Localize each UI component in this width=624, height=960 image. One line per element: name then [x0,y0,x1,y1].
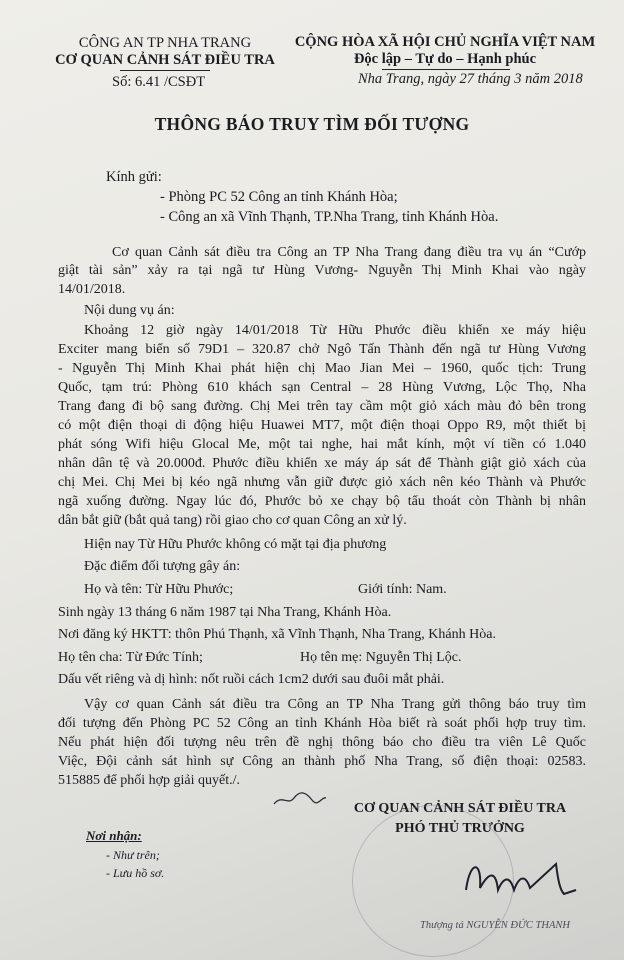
case-line: Exciter mang biển số 79D1 – 320.87 chở Ngô Tấn Thành đến ngã tư Hùng Vương [58,342,586,357]
footer-recipient-item: - Như trên; [106,848,160,862]
agency-name: CÔNG AN TP NHA TRANG [78,35,252,51]
motto-divider [382,69,510,70]
intro-line: Cơ quan Cảnh sát điều tra Công an TP Nha Trang đang điều tra vụ án “Cướp [112,245,586,260]
case-line: - Nguyễn Thị Minh Khai phát hiện chị Mao Jian Mei – 1960, quốc tịch: Trung [58,361,586,376]
suspect-birth: Sinh ngày 13 tháng 6 năm 1987 tại Nha Trang, Khánh Hòa. [58,605,392,620]
case-label: Nội dung vụ án: [84,303,175,318]
agency-divider [120,70,210,71]
case-line: ngã xuống đường. Ngay lúc đó, Phước bỏ xe chạy bộ tẩu thoát còn Thành bị nhân [58,494,586,509]
case-line: phát sóng Wifi hiệu Glocal Me, một tai nghe, hai mắt kính, một ví tiền có 1.040 [58,437,586,452]
case-line: nhân dân tệ và 20.000đ. Phước điều khiển xe máy áp sát để Thành giật giỏ xách của [58,456,586,471]
closing-line: Nếu phát hiện đối tượng nêu trên đề nghị thông báo cho điều tra viên Lê Quốc [58,735,586,750]
suspect-status: Hiện nay Từ Hữu Phước không có mặt tại địa phương [84,537,387,552]
suspect-gender: Giới tính: Nam. [358,582,447,597]
suspect-marks: Dấu vết riêng và dị hình: nốt ruồi cách 1cm2 dưới sau đuôi mắt phải. [58,672,445,687]
suspect-mother: Họ tên mẹ: Nguyễn Thị Lộc. [300,650,462,665]
closing-line: 515885 để phối hợp giải quyết./. [58,773,240,788]
suspect-residence: Nơi đăng ký HKTT: thôn Phú Thạnh, xã Vĩnh Thạnh, Nha Trang, Khánh Hòa. [58,627,496,642]
case-line: Quốc, tạm trú: Phòng 610 khách sạn Central – 28 Hùng Vương, Lộc Thọ, Nha [58,380,586,395]
case-line: dân bắt giữ (bắt quả tang) rồi giao cho cơ quan Công an xử lý. [58,513,407,528]
suspect-father: Họ tên cha: Từ Đức Tính; [58,650,203,665]
national-title: CỘNG HÒA XÃ HỘI CHỦ NGHĨA VIỆT NAM [294,34,596,50]
suspect-label: Đặc điểm đối tượng gây án: [84,559,241,574]
case-line: Trang đang đi bộ sang đường. Chị Mei trên tay cầm một giỏ xách màu đỏ bên trong [58,399,586,414]
closing-line: Vậy cơ quan Cảnh sát điều tra Công an TP Nha Trang gửi thông báo truy tìm [84,697,586,712]
case-line: chị Mei. Chị Mei bị kéo ngã nhưng vẫn giữ được giỏ xách nên kéo Thành và Phước [58,475,586,490]
recipient-item: - Phòng PC 52 Công an tỉnh Khánh Hòa; [160,189,398,205]
recipients-label: Kính gửi: [106,169,162,185]
recipient-item: - Công an xã Vĩnh Thạnh, TP.Nha Trang, tỉnh Khánh Hòa. [160,209,499,225]
agency-department: CƠ QUAN CẢNH SÁT ĐIỀU TRA [55,52,275,68]
signature-scribble [460,850,580,910]
document-title: THÔNG BÁO TRUY TÌM ĐỐI TƯỢNG [154,114,470,134]
closing-line: Việc, Đội cảnh sát hình sự Công an thành phố Nha Trang, số điện thoại: 02583. [58,754,586,769]
suspect-name: Họ và tên: Từ Hữu Phước; [84,582,234,597]
signer-name: Thượng tá NGUYỄN ĐỨC THANH [420,920,570,931]
case-line: Khoảng 12 giờ ngày 14/01/2018 Từ Hữu Phước điều khiển xe máy hiệu [84,323,586,338]
document-number: Số: 6.41 /CSĐT [112,74,206,90]
intro-line: 14/01/2018. [58,282,126,297]
closing-line: đối tượng đến Phòng PC 52 Công an tỉnh Khánh Hòa biết rà soát phối hợp truy tìm. [58,716,586,731]
national-motto: Độc lập – Tự do – Hạnh phúc [353,51,537,67]
place-date: Nha Trang, ngày 27 tháng 3 năm 2018 [358,71,583,87]
case-line: có một điện thoại di động hiệu Huawei MT7, một điện thoại Oppo R9, một thiết bị [58,418,586,433]
footer-recipient-item: - Lưu hồ sơ. [106,866,165,880]
signature-org: CƠ QUAN CẢNH SÁT ĐIỀU TRA [353,801,567,816]
footer-recipients-label: Nơi nhận: [86,828,142,843]
signature-position: PHÓ THỦ TRƯỞNG [395,821,525,836]
initial-mark [270,786,330,810]
intro-line: giật tài sản” xảy ra tại ngã tư Hùng Vương- Nguyễn Thị Minh Khai vào ngày [58,263,586,278]
